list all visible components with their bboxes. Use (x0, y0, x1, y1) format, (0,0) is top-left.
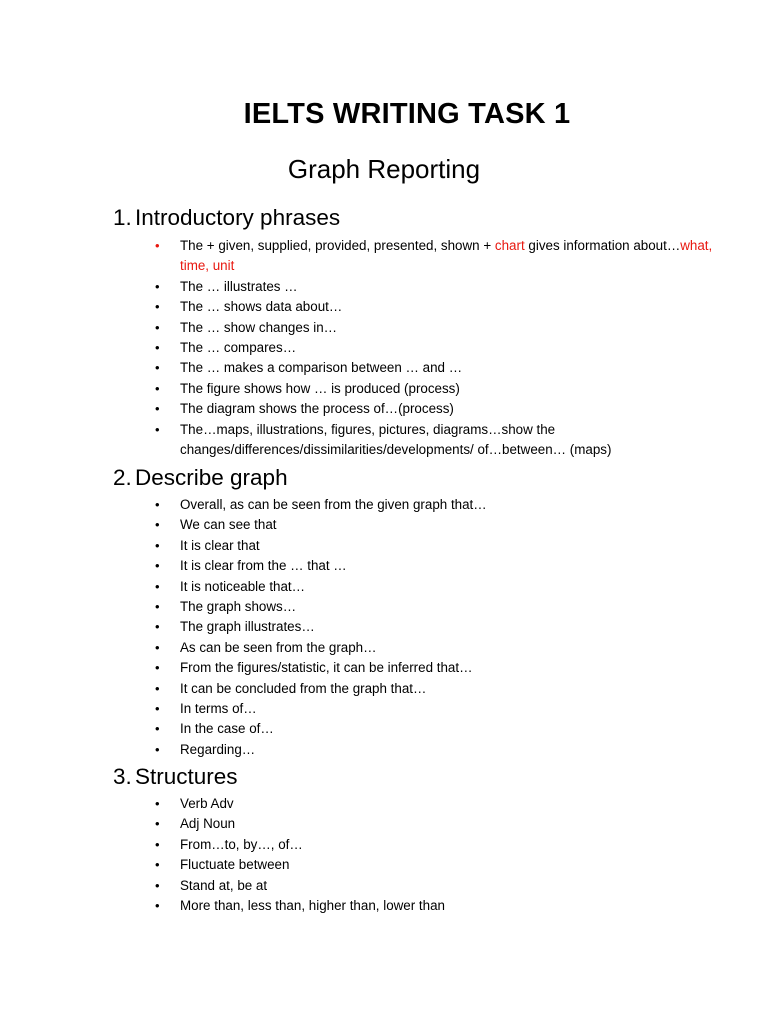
bullet-icon: • (155, 796, 160, 811)
bullet-icon: • (155, 401, 160, 417)
list-item (113, 740, 733, 760)
phrase-list (113, 236, 733, 460)
phrase-list (113, 495, 733, 760)
item-text: Overall, as can be seen from the given graph that… (180, 497, 487, 512)
bullet-icon: • (155, 537, 160, 553)
item-text: The + given, supplied, provided, presented, shown + (180, 238, 495, 253)
document-subtitle: Graph Reporting (287, 154, 481, 184)
list-item (113, 719, 733, 739)
item-text: We can see that (180, 517, 277, 533)
bullet-icon: • (155, 319, 160, 335)
bullet-icon: • (155, 857, 160, 873)
item-text: It can be concluded from the graph that… (180, 680, 427, 696)
bullet-icon: • (155, 701, 160, 717)
list-item (113, 536, 733, 556)
list-item (113, 515, 733, 535)
list-item (113, 617, 733, 637)
bullet-icon: • (155, 558, 160, 574)
list-item (113, 658, 733, 678)
section-heading (113, 762, 733, 792)
bullet-icon: • (155, 299, 160, 315)
highlighted-text: what, time, unit (180, 238, 713, 274)
list-item (113, 277, 733, 297)
list-item (113, 556, 733, 576)
item-text: In the case of… (180, 721, 274, 737)
bullet-icon: • (155, 599, 160, 615)
bullet-icon: • (155, 360, 160, 376)
section-number: 2. (113, 465, 132, 490)
bullet-icon: • (155, 741, 160, 757)
item-text: The graph shows… (180, 599, 297, 615)
bullet-icon: • (155, 340, 160, 356)
bullet-icon: • (155, 660, 160, 676)
item-text: Verb Adv (180, 796, 234, 811)
item-text: More than, less than, higher than, lower than (180, 898, 445, 914)
section-title: Structures (135, 764, 238, 789)
section-title: Introductory phrases (135, 205, 341, 230)
list-item (113, 318, 733, 338)
list-item (113, 358, 733, 378)
list-item (113, 420, 733, 461)
item-text: As can be seen from the graph… (180, 639, 377, 655)
item-text: The … makes a comparison between … and … (180, 360, 463, 376)
bullet-icon: • (155, 517, 160, 533)
list-item (113, 379, 733, 399)
item-text: The … shows data about… (180, 299, 343, 315)
list-item (113, 679, 733, 699)
item-text: It is clear from the … that … (180, 558, 347, 574)
list-item (113, 835, 733, 855)
item-text: In terms of… (180, 701, 257, 717)
item-text: Regarding… (180, 741, 256, 757)
list-item (113, 338, 733, 358)
highlighted-text: chart (494, 238, 525, 253)
document-title: IELTS WRITING TASK 1 (243, 98, 571, 130)
section-heading (113, 203, 733, 233)
section-describe-graph (113, 463, 733, 760)
section-introductory-phrases (113, 203, 733, 460)
item-text: The graph illustrates… (180, 619, 315, 635)
bullet-icon: • (155, 578, 160, 594)
list-item (113, 855, 733, 875)
item-text: The … illustrates … (180, 278, 298, 294)
list-item (113, 236, 733, 277)
list-item (113, 699, 733, 719)
bullet-icon: • (155, 238, 160, 253)
list-item (113, 577, 733, 597)
item-text: The … compares… (180, 340, 297, 356)
list-item (113, 297, 733, 317)
section-number: 3. (113, 764, 132, 789)
item-text: Adj Noun (180, 816, 236, 832)
list-item (113, 597, 733, 617)
list-item (113, 638, 733, 658)
item-text: Stand at, be at (180, 877, 268, 893)
bullet-icon: • (155, 898, 160, 914)
item-text: From…to, by…, of… (180, 836, 303, 852)
list-item (113, 495, 733, 515)
list-item (113, 896, 733, 916)
bullet-icon: • (155, 619, 160, 635)
bullet-icon: • (155, 680, 160, 696)
bullet-icon: • (155, 877, 160, 893)
bullet-icon: • (155, 497, 160, 512)
bullet-icon: • (155, 721, 160, 737)
item-text: The diagram shows the process of…(process) (180, 401, 454, 417)
item-text: The figure shows how … is produced (process) (180, 380, 460, 396)
section-title: Describe graph (135, 465, 288, 490)
list-item (113, 399, 733, 419)
item-text: The … show changes in… (180, 319, 338, 335)
bullet-icon: • (155, 836, 160, 852)
bullet-icon: • (155, 380, 160, 396)
item-text: It is noticeable that… (180, 578, 306, 594)
section-structures (113, 762, 733, 916)
list-item (113, 876, 733, 896)
item-text: From the figures/statistic, it can be inferred that… (180, 660, 473, 676)
bullet-icon: • (155, 639, 160, 655)
item-text: gives information about… (524, 238, 681, 253)
section-number: 1. (113, 205, 132, 230)
item-text: It is clear that (180, 537, 260, 553)
section-heading (113, 463, 733, 493)
phrase-list (113, 794, 733, 916)
bullet-icon: • (155, 278, 160, 294)
bullet-icon: • (155, 421, 160, 437)
item-text: Fluctuate between (180, 857, 290, 873)
item-text: The…maps, illustrations, figures, pictures, diagrams…show the changes/differences/dissimilarities/developments/ of…between… (maps) (180, 421, 612, 458)
list-item (113, 794, 733, 814)
list-item (113, 814, 733, 834)
bullet-icon: • (155, 816, 160, 832)
